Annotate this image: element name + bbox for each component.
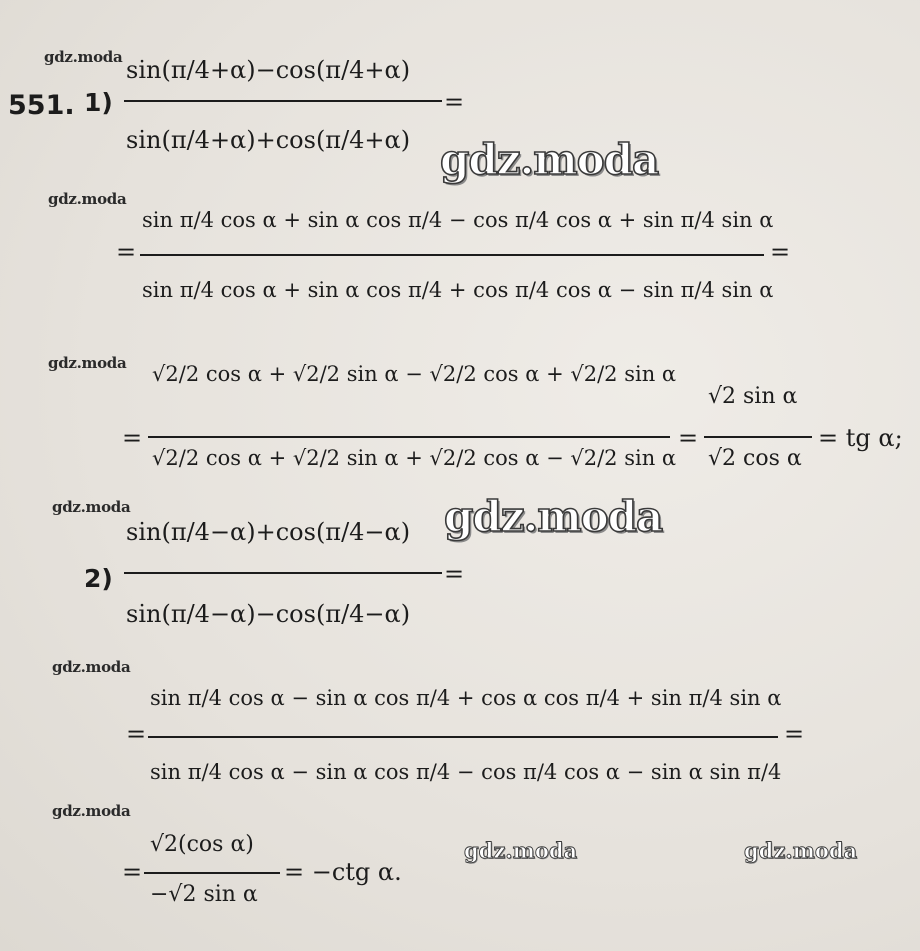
equals-sign: =	[784, 720, 805, 748]
fraction-numerator: sin π/4 cos α − sin α cos π/4 + cos α cos π/4 + sin π/4 sin α	[150, 686, 782, 710]
fraction-denominator: sin(π/4+α)+cos(π/4+α)	[126, 126, 411, 154]
part-label: 2)	[84, 564, 113, 593]
fraction-bar	[148, 736, 778, 738]
watermark: gdz.moda	[744, 838, 858, 863]
equals-sign: =	[116, 238, 137, 266]
watermark: gdz.moda	[48, 354, 127, 372]
fraction-bar	[124, 100, 442, 102]
watermark-large: gdz.moda	[440, 135, 659, 184]
fraction-denominator: √2/2 cos α + √2/2 sin α + √2/2 cos α − √2/2 sin α	[152, 446, 677, 470]
part-label: 1)	[84, 88, 113, 117]
equals-sign: =	[126, 720, 147, 748]
fraction-numerator: sin(π/4+α)−cos(π/4+α)	[126, 56, 411, 84]
fraction-bar	[140, 254, 764, 256]
result: = tg α;	[818, 424, 903, 452]
watermark: gdz.moda	[52, 802, 131, 820]
equals-sign: =	[770, 238, 791, 266]
fraction-bar	[148, 436, 670, 438]
fraction-bar	[704, 436, 812, 438]
watermark: gdz.moda	[44, 48, 123, 66]
watermark: gdz.moda	[52, 658, 131, 676]
problem-number: 551.	[8, 90, 75, 121]
fraction-numerator: √2/2 cos α + √2/2 sin α − √2/2 cos α + √2/2 sin α	[152, 362, 677, 386]
equals-sign: =	[678, 424, 699, 452]
fraction-numerator: sin π/4 cos α + sin α cos π/4 − cos π/4 cos α + sin π/4 sin α	[142, 208, 774, 232]
fraction-bar	[144, 872, 280, 874]
fraction-denominator: sin π/4 cos α + sin α cos π/4 + cos π/4 cos α − sin π/4 sin α	[142, 278, 774, 302]
watermark: gdz.moda	[52, 498, 131, 516]
fraction-numerator: √2(cos α)	[150, 832, 254, 857]
fraction-numerator: sin(π/4−α)+cos(π/4−α)	[126, 518, 411, 546]
result: = −ctg α.	[284, 858, 402, 886]
watermark: gdz.moda	[48, 190, 127, 208]
fraction-denominator: −√2 sin α	[150, 882, 258, 907]
equals-sign: =	[122, 858, 143, 886]
equals-sign: =	[444, 560, 465, 588]
fraction-denominator: √2 cos α	[708, 446, 802, 471]
fraction-bar	[124, 572, 442, 574]
equals-sign: =	[122, 424, 143, 452]
watermark: gdz.moda	[464, 838, 578, 863]
equals-sign: =	[444, 88, 465, 116]
fraction-denominator: sin π/4 cos α − sin α cos π/4 − cos π/4 cos α − sin α sin π/4	[150, 760, 782, 784]
watermark-large: gdz.moda	[444, 492, 663, 541]
fraction-numerator: √2 sin α	[708, 384, 798, 409]
fraction-denominator: sin(π/4−α)−cos(π/4−α)	[126, 600, 411, 628]
